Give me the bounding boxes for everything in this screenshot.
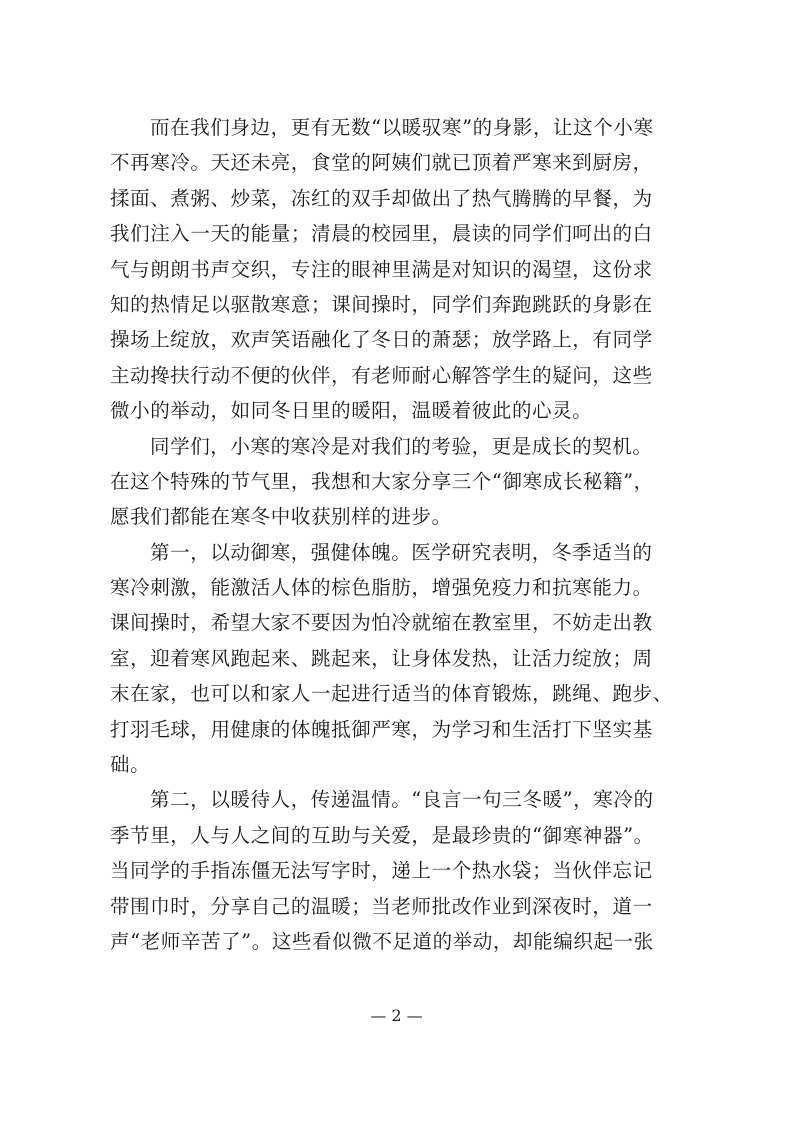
paragraph-line: 我们注入一天的能量；清晨的校园里，晨读的同学们呵出的白 xyxy=(110,222,653,246)
paragraph-line: 础。 xyxy=(110,753,151,777)
paragraph-line: 第二，以暖待人，传递温情。“良言一句三冬暖”，寒冷的 xyxy=(150,788,654,812)
paragraph-line: 课间操时，希望大家不要因为怕冷就缩在教室里，不妨走出教 xyxy=(110,611,653,635)
paragraph-line: 季节里，人与人之间的互助与关爱，是最珍贵的“御寒神器”。 xyxy=(110,823,654,847)
paragraph-line: 同学们，小寒的寒冷是对我们的考验，更是成长的契机。 xyxy=(150,434,653,458)
paragraph-line: 当同学的手指冻僵无法写字时，递上一个热水袋；当伙伴忘记 xyxy=(110,859,653,883)
paragraph-line: 第一，以动御寒，强健体魄。医学研究表明，冬季适当的 xyxy=(150,540,653,564)
paragraph-line: 微小的举动，如同冬日里的暖阳，温暖着彼此的心灵。 xyxy=(110,399,593,423)
paragraph-line: 揉面、煮粥、炒菜，冻红的双手却做出了热气腾腾的早餐，为 xyxy=(110,186,653,210)
paragraph-line: 寒冷刺激，能激活人体的棕色脂肪，增强免疫力和抗寒能力。 xyxy=(110,576,653,600)
paragraph-line: 气与朗朗书声交织，专注的眼神里满是对知识的渴望，这份求 xyxy=(110,257,653,281)
paragraph-line: 愿我们都能在寒冬中收获别样的进步。 xyxy=(110,505,452,529)
paragraph-line: 末在家，也可以和家人一起进行适当的体育锻炼，跳绳、跑步、 xyxy=(110,682,673,706)
paragraph-line: 打羽毛球，用健康的体魄抵御严寒，为学习和生活打下坚实基 xyxy=(110,717,653,741)
paragraph-line: 不再寒冷。天还未亮，食堂的阿姨们就已顶着严寒来到厨房， xyxy=(110,151,653,175)
paragraph-line: 室，迎着寒风跑起来、跳起来，让身体发热，让活力绽放；周 xyxy=(110,646,653,670)
paragraph-line: 主动搀扶行动不便的伙伴，有老师耐心解答学生的疑问，这些 xyxy=(110,363,653,387)
paragraph-line: 在这个特殊的节气里，我想和大家分享三个“御寒成长秘籍”， xyxy=(110,469,654,493)
paragraph-line: 带围巾时，分享自己的温暖；当老师批改作业到深夜时，道一 xyxy=(110,894,653,918)
page-number: — 2 — xyxy=(370,1006,423,1025)
paragraph-line: 操场上绽放，欢声笑语融化了冬日的萧瑟；放学路上，有同学 xyxy=(110,328,653,352)
paragraph-line: 而在我们身边，更有无数“以暖驭寒”的身影，让这个小寒 xyxy=(150,116,654,139)
paragraph-line: 声“老师辛苦了”。这些看似微不足道的举动，却能编织起一张 xyxy=(110,929,654,953)
body-text xyxy=(110,110,685,959)
paragraph-line: 知的热情足以驱散寒意；课间操时，同学们奔跑跳跃的身影在 xyxy=(110,292,653,316)
